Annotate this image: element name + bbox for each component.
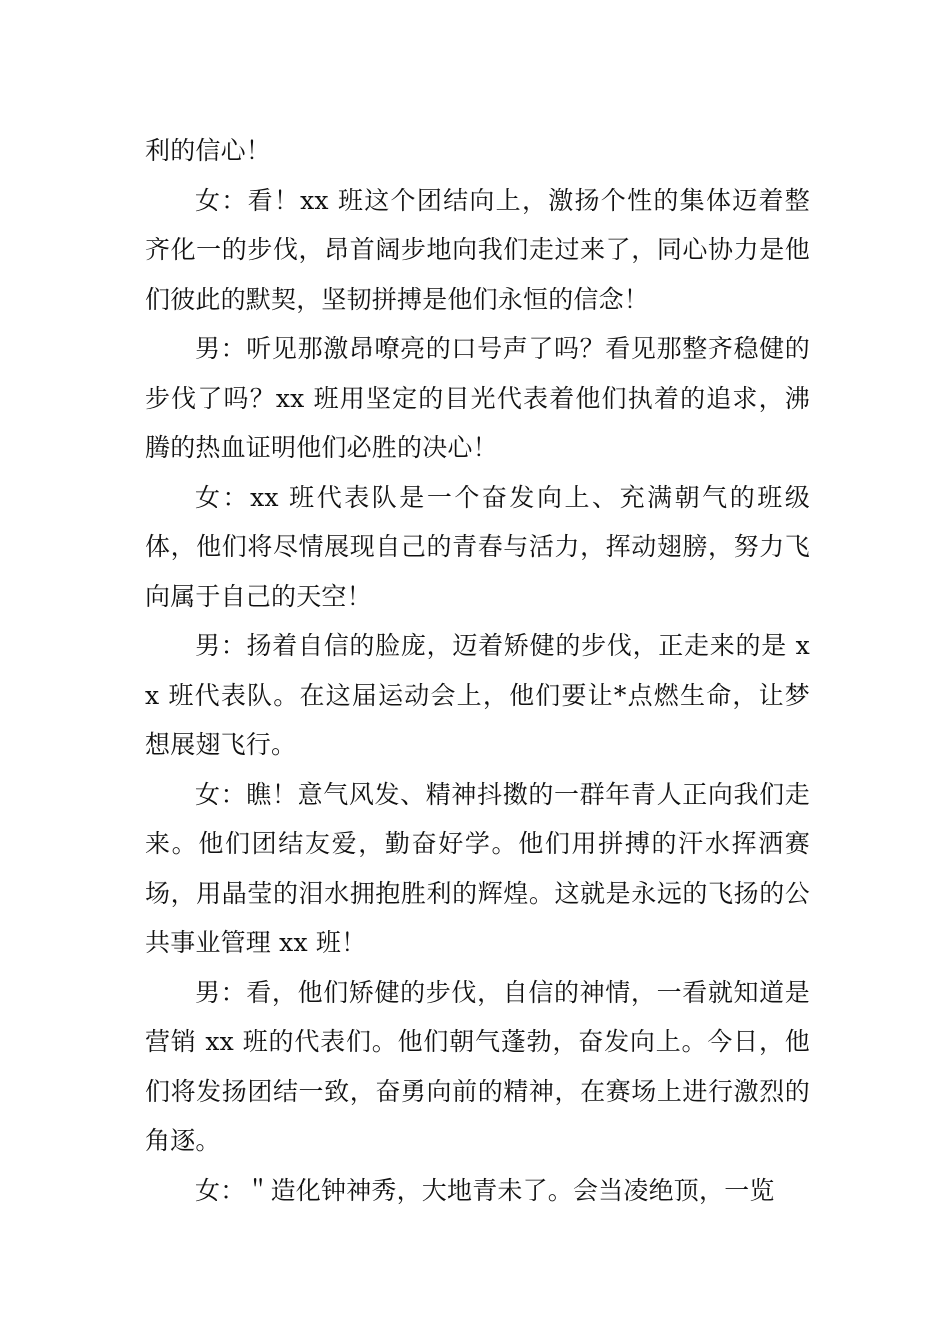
paragraph-male-2: 男：扬着自信的脸庞，迈着矫健的步伐，正走来的是 xx 班代表队。在这届运动会上，他们要让*点燃生命，让梦想展翅飞行。 [145, 631, 810, 759]
document-body [145, 126, 810, 1215]
paragraph-continuation: 利的信心！ [145, 136, 272, 165]
paragraph-female-3: 女：瞧！意气风发、精神抖擞的一群年青人正向我们走来。他们团结友爱，勤奋好学。他们用拼搏的汗水挥洒赛场，用晶莹的泪水拥抱胜利的辉煌。这就是永远的飞扬的公共事业管理 xx 班！ [145, 779, 810, 957]
paragraph-female-4: 女：＂造化钟神秀，大地青未了。会当凌绝顶，一览 [195, 1175, 775, 1205]
paragraph-male-3: 男：看，他们矫健的步伐，自信的神情，一看就知道是营销 xx 班的代表们。他们朝气蓬勃，奋发向上。今日，他们将发扬团结一致，奋勇向前的精神，在赛场上进行激烈的角逐。 [145, 977, 810, 1155]
paragraph-female-2: 女：xx 班代表队是一个奋发向上、充满朝气的班级体，他们将尽情展现自己的青春与活力，挥动翅膀，努力飞向属于自己的天空！ [145, 482, 810, 611]
paragraph-female-1: 女：看！xx 班这个团结向上，激扬个性的集体迈着整齐化一的步伐，昂首阔步地向我们走过来了，同心协力是他们彼此的默契，坚韧拼搏是他们永恒的信念！ [145, 185, 810, 314]
paragraph-male-1: 男：听见那激昂嘹亮的口号声了吗？看见那整齐稳健的步伐了吗？xx 班用坚定的目光代表着他们执着的追求，沸腾的热血证明他们必胜的决心！ [145, 334, 810, 462]
